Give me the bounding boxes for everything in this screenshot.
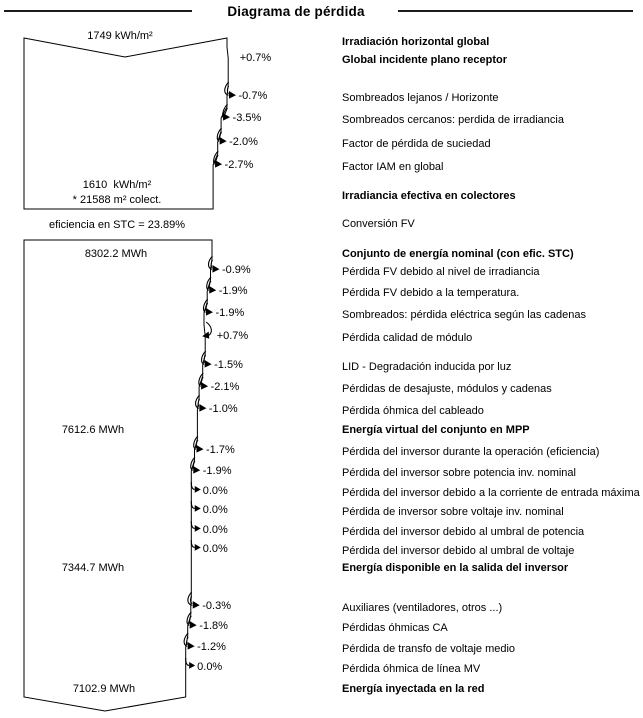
loss-arrow-icon	[207, 277, 217, 294]
energy-value: 7344.7 MWh	[61, 562, 125, 574]
loss-arrow-icon	[225, 82, 236, 99]
loss-pct: -1.5%	[214, 358, 243, 371]
loss-label: Pérdida del inversor debido al umbral de voltaje	[342, 545, 575, 557]
loss-label: Pérdida óhmica del cableado	[342, 405, 484, 417]
loss-pct: +0.7%	[216, 329, 249, 342]
loss-arrow-icon	[191, 457, 201, 474]
loss-label: Sombreados cercanos: perdida de irradiancia	[342, 114, 564, 126]
loss-label: Conversión FV	[342, 218, 415, 230]
loss-arrow-icon	[191, 501, 201, 512]
loss-label: Pérdida del inversor debido a la corriente de entrada máxima	[342, 487, 640, 499]
energy-value: 7612.6 MWh	[61, 424, 125, 436]
loss-pct: 0.0%	[202, 503, 228, 516]
efficiency-note: eficiencia en STC = 23.89%	[48, 219, 186, 231]
loss-arrow-icon	[191, 521, 201, 532]
stage-label: Conjunto de energía nominal (con efic. STC)	[342, 248, 574, 260]
loss-label: Pérdida óhmica de línea MV	[342, 663, 481, 675]
loss-label: Pérdida del inversor durante la operación (eficiencia)	[342, 446, 600, 458]
loss-pct: -1.7%	[205, 443, 235, 456]
loss-label: LID - Degradación inducida por luz	[342, 361, 512, 373]
stage-label: Energía disponible en la salida del inversor	[342, 562, 569, 574]
loss-arrow-icon	[188, 592, 200, 609]
loss-pct: -0.3%	[202, 599, 231, 612]
loss-pct: -1.9%	[215, 306, 245, 319]
stage-label: Global incidente plano receptor	[342, 54, 508, 66]
energy-value: 1610 kWh/m²	[82, 179, 152, 191]
page-title: Diagrama de pérdida	[227, 4, 365, 19]
loss-pct: 0.0%	[202, 523, 228, 536]
loss-label: Pérdida FV debido al nivel de irradiancia	[342, 266, 540, 278]
loss-label: Pérdida de inversor sobre voltaje inv. nominal	[342, 506, 564, 518]
loss-pct: 0.0%	[202, 542, 228, 555]
loss-pct: -1.2%	[197, 640, 226, 653]
loss-label: Pérdida del inversor debido al umbral de potencia	[342, 526, 585, 538]
loss-label: Pérdida FV debido a la temperatura.	[342, 287, 520, 299]
loss-label: Auxiliares (ventiladores, otros ...)	[342, 602, 503, 614]
energy-value: 7102.9 MWh	[72, 683, 136, 695]
loss-label: Factor IAM en global	[342, 161, 444, 173]
loss-pct: -1.9%	[218, 284, 248, 297]
loss-pct: -2.0%	[229, 135, 258, 148]
loss-arrow-icon	[191, 482, 201, 493]
loss-arrow-icon	[194, 436, 204, 453]
loss-pct: 0.0%	[197, 660, 223, 673]
loss-arrow-icon	[187, 612, 197, 629]
loss-pct: 0.0%	[202, 484, 228, 497]
loss-label: Pérdida de transfo de voltaje medio	[342, 643, 516, 655]
energy-value: 1749 kWh/m²	[87, 30, 153, 42]
loss-pct: -1.8%	[199, 619, 228, 632]
loss-arrow-icon	[191, 540, 201, 551]
loss-label: Pérdida del inversor sobre potencia inv. nominal	[342, 467, 576, 479]
loss-pct: -1.9%	[202, 464, 232, 477]
loss-arrow-icon	[203, 299, 213, 316]
loss-pct: -1.0%	[208, 402, 238, 415]
loss-pct: -2.1%	[210, 380, 240, 393]
loss-label: Sombreados: pérdida eléctrica según las cadenas	[342, 309, 586, 321]
stage-label: Irradiación horizontal global	[342, 36, 490, 48]
loss-arrow-icon	[199, 373, 208, 390]
energy-value: * 21588 m² colect.	[72, 194, 162, 206]
loss-label: Pérdidas óhmicas CA	[342, 622, 448, 634]
loss-pct: -3.5%	[232, 111, 262, 124]
loss-pct: +0.7%	[239, 51, 272, 64]
loss-pct: -0.7%	[238, 89, 268, 102]
loss-arrow-icon	[186, 658, 196, 669]
loss-label: Pérdida calidad de módulo	[342, 332, 473, 344]
stage-label: Energía virtual del conjunto en MPP	[342, 424, 530, 436]
stage-label: Energía inyectada en la red	[342, 683, 485, 695]
loss-label: Sombreados lejanos / Horizonte	[342, 92, 499, 104]
stage-label: Irradiancia efectiva en colectores	[342, 190, 516, 202]
loss-arrow-icon	[217, 128, 226, 145]
loss-pct: -2.7%	[224, 158, 254, 171]
loss-label: Pérdidas de desajuste, módulos y cadenas	[342, 383, 552, 395]
loss-label: Factor de pérdida de suciedad	[342, 138, 491, 150]
energy-value: 8302.2 MWh	[84, 248, 148, 260]
loss-pct: -0.9%	[221, 263, 251, 276]
